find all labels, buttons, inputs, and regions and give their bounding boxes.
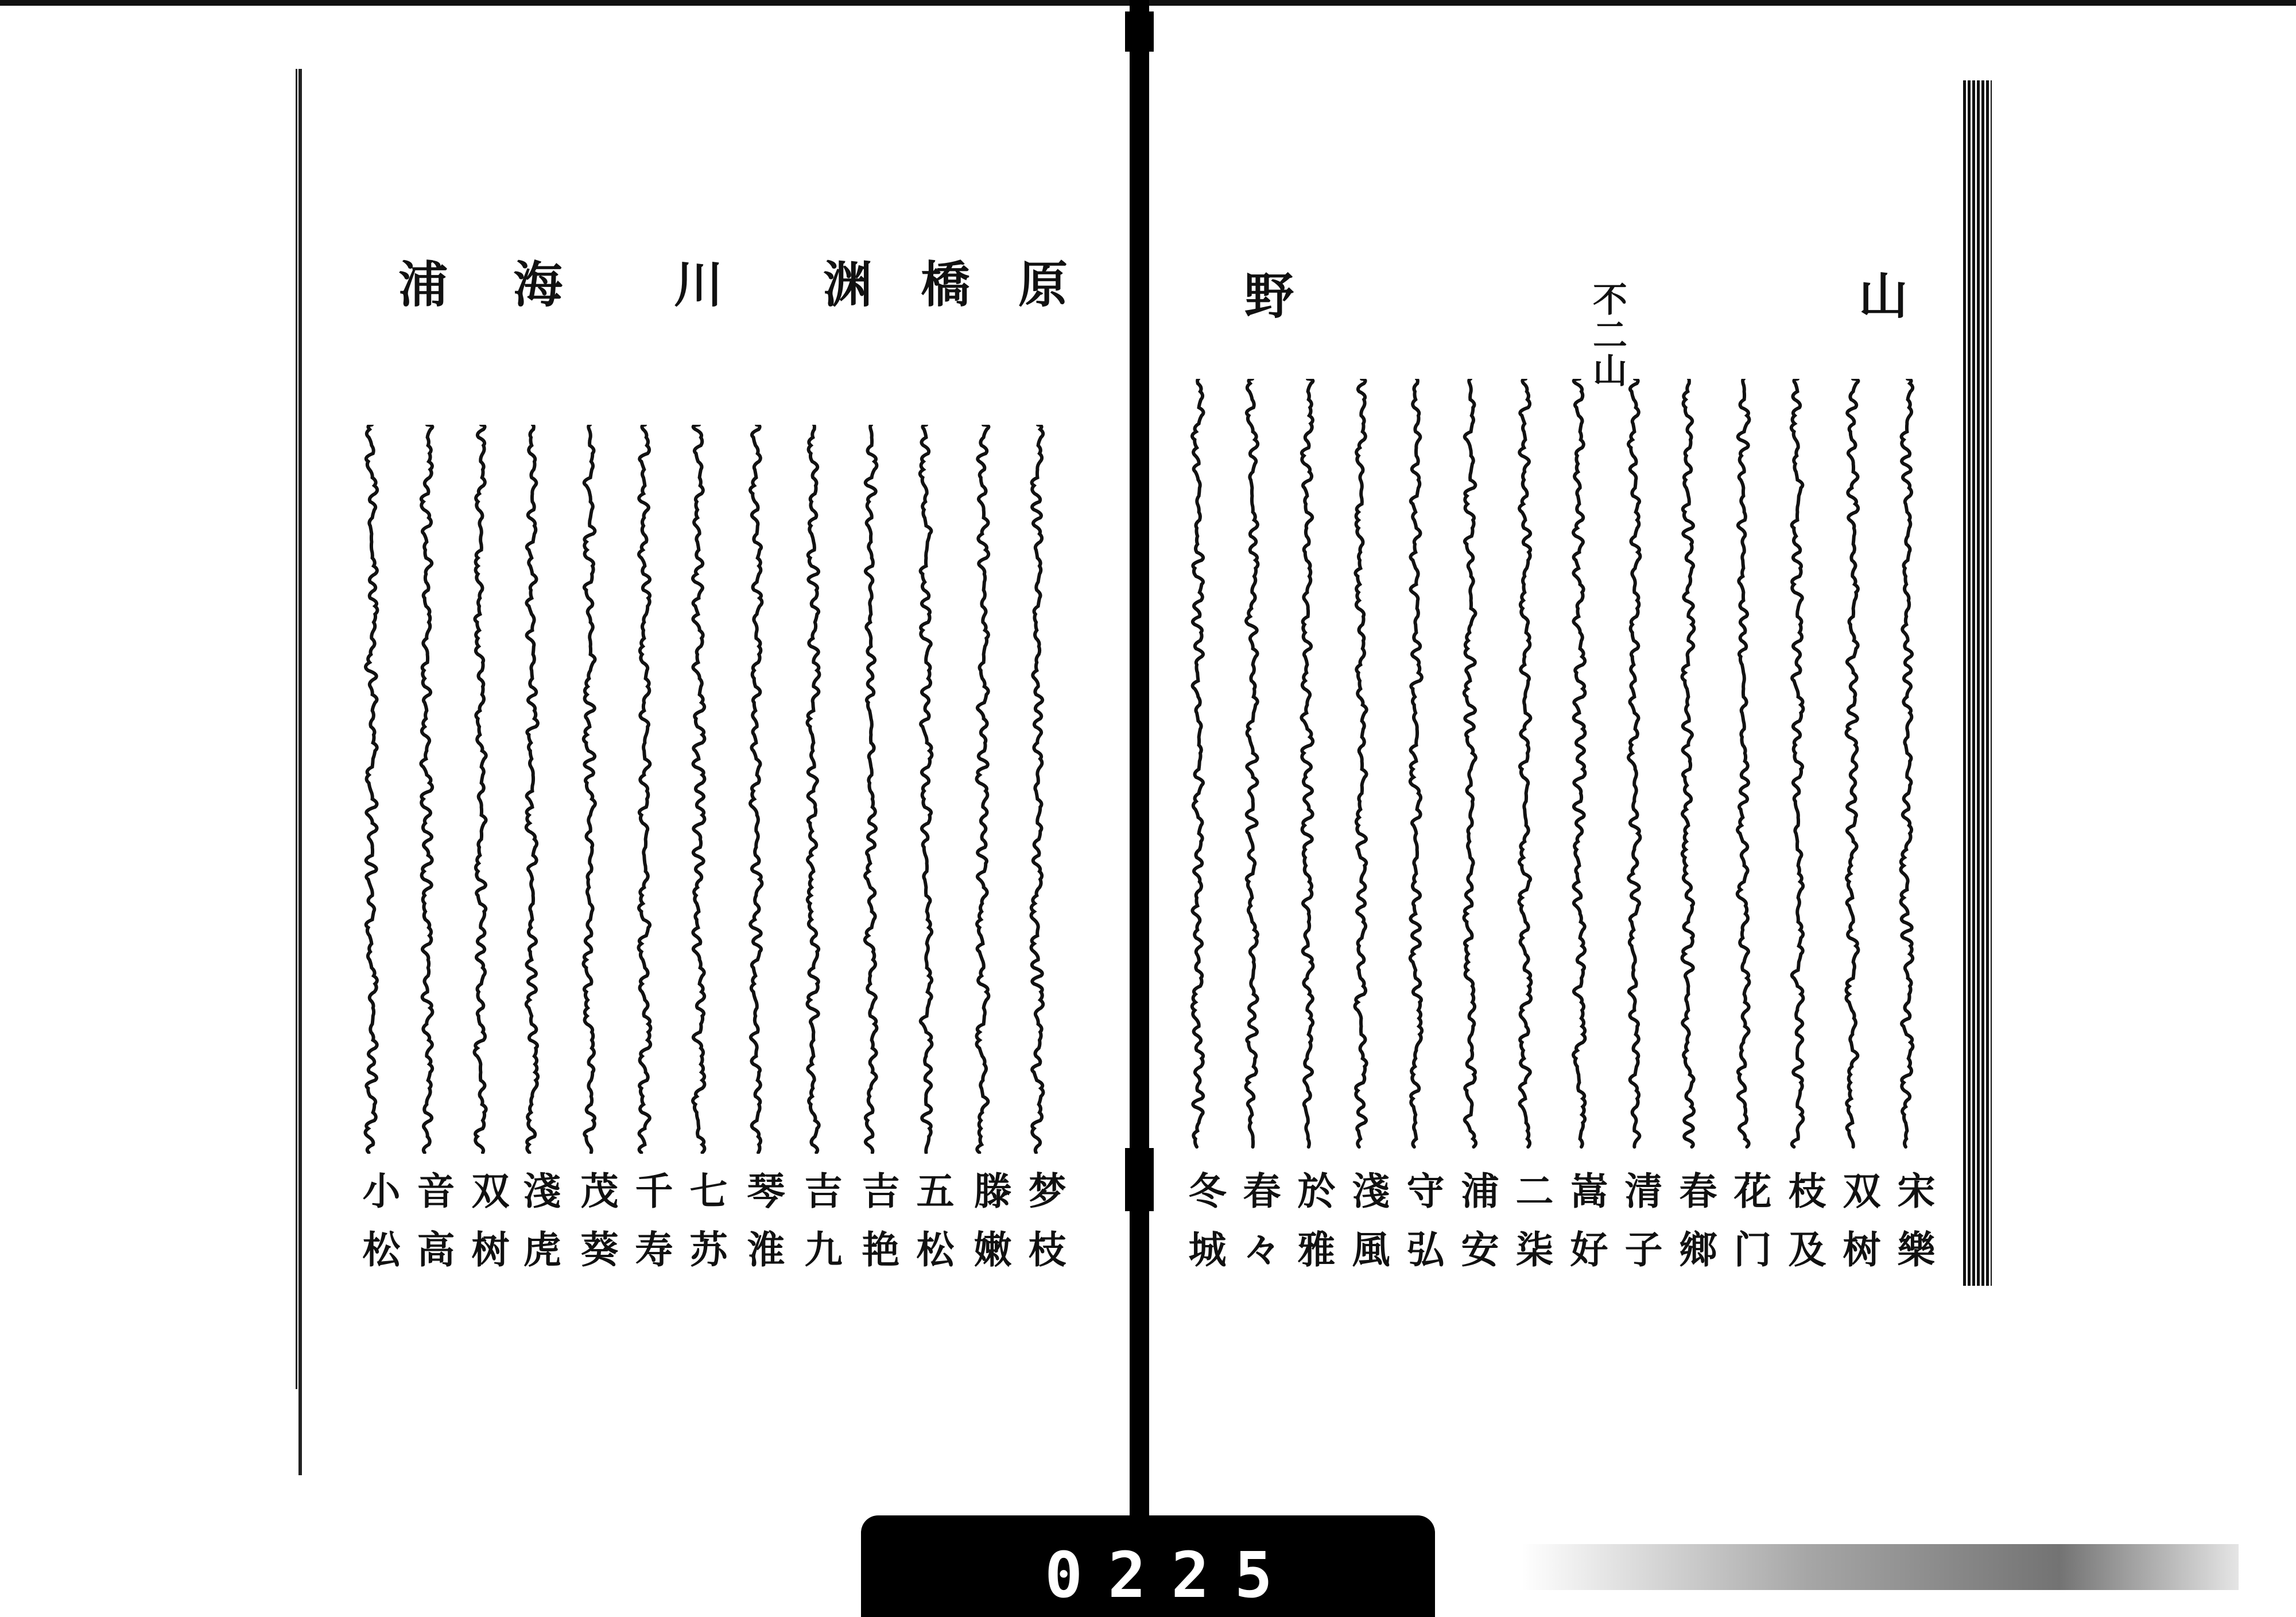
script-column <box>416 425 435 1154</box>
spine-clip <box>1125 11 1154 52</box>
script-column <box>1187 379 1207 1154</box>
poet-name: 茂葵 <box>574 1171 619 1288</box>
poet-name: 春々 <box>1236 1171 1281 1288</box>
poet-name: 千寿 <box>629 1171 673 1288</box>
script-column <box>972 425 991 1154</box>
script-column <box>1026 425 1046 1154</box>
script-column <box>1732 379 1752 1154</box>
heading-fuji: 不二山 <box>1587 281 1627 388</box>
script-column <box>1459 379 1479 1154</box>
poet-name: 吉九 <box>798 1171 843 1288</box>
poet-name: 枝及 <box>1782 1171 1826 1288</box>
poet-name: 双树 <box>1836 1171 1881 1288</box>
poet-name: 清子 <box>1618 1171 1663 1288</box>
poet-name: 守弘 <box>1400 1171 1445 1288</box>
heading-umi: 海 <box>505 258 563 313</box>
script-column <box>1677 379 1697 1154</box>
script-column <box>634 425 653 1154</box>
poet-name: 嵩好 <box>1564 1171 1608 1288</box>
script-column <box>1623 379 1643 1154</box>
script-column <box>521 425 541 1154</box>
script-column <box>579 425 598 1154</box>
poet-name: 滕嫩 <box>967 1171 1012 1288</box>
poet-name: 冬城 <box>1182 1171 1227 1288</box>
scan-shadow <box>1521 1544 2239 1590</box>
script-column <box>745 425 765 1154</box>
heading-hashi: 橋 <box>912 258 970 313</box>
poet-name: 宋樂 <box>1891 1171 1936 1288</box>
poet-name: 双树 <box>465 1171 510 1288</box>
script-column <box>1841 379 1861 1154</box>
heading-yama: 山 <box>1850 270 1908 325</box>
spine-clip <box>1125 1148 1154 1211</box>
heading-fuchi: 渊 <box>815 258 872 313</box>
poet-name: 七苏 <box>683 1171 728 1288</box>
script-column <box>1405 379 1425 1154</box>
script-column <box>1514 379 1534 1154</box>
poet-name: 二柒 <box>1509 1171 1554 1288</box>
script-column <box>688 425 707 1154</box>
frame-counter <box>861 1515 1435 1617</box>
heading-kawa: 川 <box>665 258 723 313</box>
poet-name: 淺虎 <box>517 1171 561 1288</box>
script-column <box>915 425 934 1154</box>
script-column <box>1786 379 1806 1154</box>
script-column <box>360 425 380 1154</box>
poet-name: 琴淮 <box>740 1171 785 1288</box>
right-page-edge <box>1963 80 1992 1286</box>
book-spine <box>1130 0 1149 1617</box>
heading-ura: 浦 <box>390 258 448 313</box>
heading-hara: 原 <box>1010 258 1068 313</box>
poet-name: 小松 <box>356 1171 401 1288</box>
left-page <box>298 69 1128 1475</box>
script-column <box>1350 379 1370 1154</box>
script-column <box>802 425 822 1154</box>
poet-name: 吉艳 <box>855 1171 900 1288</box>
script-column <box>1241 379 1261 1154</box>
poet-name: 於雅 <box>1291 1171 1336 1288</box>
script-column <box>1568 379 1588 1154</box>
poet-name: 五松 <box>910 1171 955 1288</box>
poet-name: 花门 <box>1727 1171 1772 1288</box>
heading-no: 野 <box>1236 270 1294 325</box>
right-page <box>1154 69 1980 1475</box>
poet-name: 浦安 <box>1455 1171 1499 1288</box>
poet-name: 春鄉 <box>1673 1171 1717 1288</box>
poet-name: 音高 <box>410 1171 455 1288</box>
poet-name: 梦枝 <box>1022 1171 1066 1288</box>
script-column <box>1296 379 1316 1154</box>
script-column <box>470 425 489 1154</box>
script-column <box>1896 379 1915 1154</box>
poet-name: 淺風 <box>1345 1171 1390 1288</box>
script-column <box>860 425 879 1154</box>
frame-number: 0225 <box>1045 1538 1298 1612</box>
